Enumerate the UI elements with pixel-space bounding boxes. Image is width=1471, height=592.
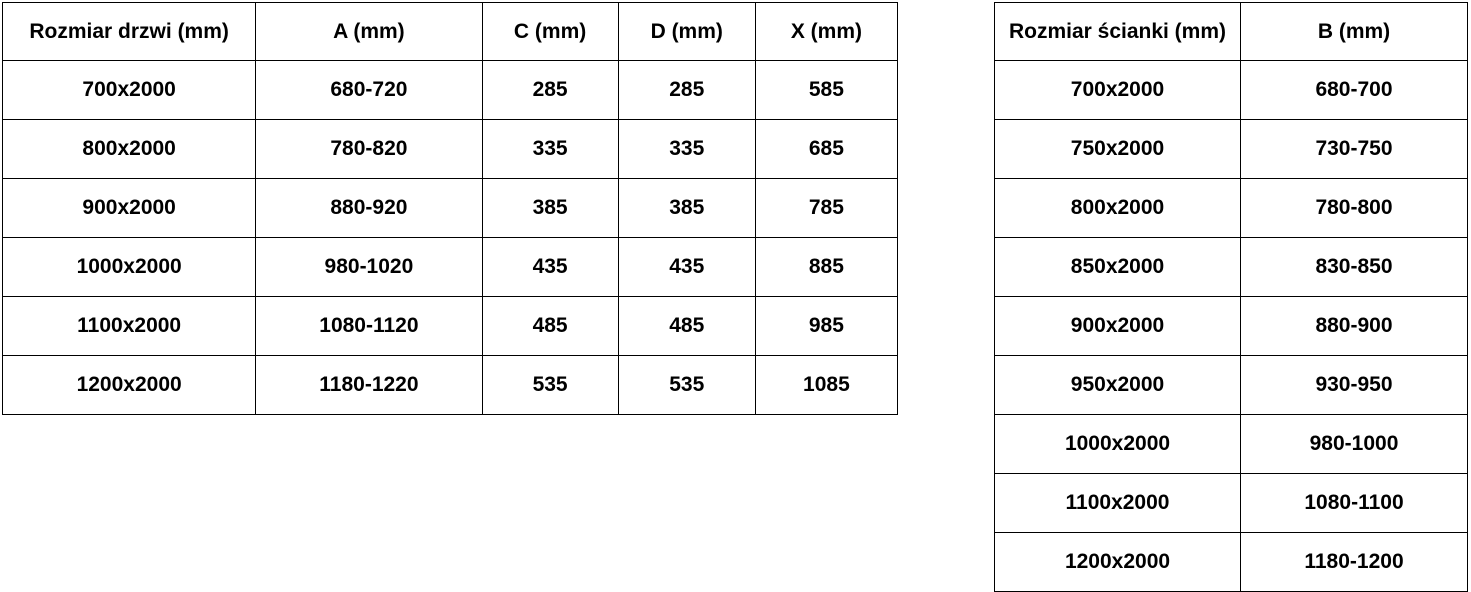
cell-a: 780-820 [256, 120, 482, 179]
cell-x: 885 [755, 238, 897, 297]
cell-door-size: 1200x2000 [3, 356, 256, 415]
table-row [995, 415, 1468, 474]
cell-b: 880-900 [1241, 297, 1468, 356]
cell-c: 485 [482, 297, 618, 356]
table-row [995, 61, 1468, 120]
cell-d: 385 [618, 179, 755, 238]
column-header-c: C (mm) [482, 3, 618, 61]
cell-x: 585 [755, 61, 897, 120]
cell-x: 985 [755, 297, 897, 356]
doors-table-body [3, 61, 898, 415]
table-row [995, 474, 1468, 533]
wall-dimensions-table [994, 2, 1468, 592]
wall-table-body [995, 61, 1468, 592]
cell-b: 830-850 [1241, 238, 1468, 297]
cell-a: 680-720 [256, 61, 482, 120]
cell-a: 980-1020 [256, 238, 482, 297]
cell-b: 780-800 [1241, 179, 1468, 238]
cell-c: 435 [482, 238, 618, 297]
cell-wall-size: 1200x2000 [995, 533, 1241, 592]
cell-door-size: 900x2000 [3, 179, 256, 238]
table-row [3, 238, 898, 297]
table-row [995, 120, 1468, 179]
cell-x: 1085 [755, 356, 897, 415]
cell-x: 685 [755, 120, 897, 179]
cell-wall-size: 700x2000 [995, 61, 1241, 120]
cell-wall-size: 950x2000 [995, 356, 1241, 415]
table-row [3, 120, 898, 179]
wall-table-header [995, 3, 1468, 61]
table-row [3, 61, 898, 120]
cell-door-size: 800x2000 [3, 120, 256, 179]
table-row [995, 533, 1468, 592]
cell-b: 1180-1200 [1241, 533, 1468, 592]
table-row [3, 179, 898, 238]
cell-door-size: 700x2000 [3, 61, 256, 120]
cell-c: 385 [482, 179, 618, 238]
table-header-row [3, 3, 898, 61]
cell-d: 285 [618, 61, 755, 120]
doors-dimensions-table [2, 2, 898, 415]
cell-d: 335 [618, 120, 755, 179]
column-header-b: B (mm) [1241, 3, 1468, 61]
cell-c: 535 [482, 356, 618, 415]
cell-wall-size: 1100x2000 [995, 474, 1241, 533]
cell-b: 1080-1100 [1241, 474, 1468, 533]
cell-d: 485 [618, 297, 755, 356]
cell-door-size: 1000x2000 [3, 238, 256, 297]
column-header-a: A (mm) [256, 3, 482, 61]
cell-wall-size: 750x2000 [995, 120, 1241, 179]
column-header-x: X (mm) [755, 3, 897, 61]
cell-c: 335 [482, 120, 618, 179]
cell-a: 880-920 [256, 179, 482, 238]
column-header-d: D (mm) [618, 3, 755, 61]
table-row [995, 297, 1468, 356]
cell-b: 930-950 [1241, 356, 1468, 415]
cell-door-size: 1100x2000 [3, 297, 256, 356]
table-row [995, 356, 1468, 415]
cell-wall-size: 900x2000 [995, 297, 1241, 356]
cell-b: 680-700 [1241, 61, 1468, 120]
table-row [3, 297, 898, 356]
table-header-row [995, 3, 1468, 61]
cell-a: 1180-1220 [256, 356, 482, 415]
cell-d: 535 [618, 356, 755, 415]
table-row [995, 179, 1468, 238]
doors-table-header [3, 3, 898, 61]
cell-a: 1080-1120 [256, 297, 482, 356]
cell-c: 285 [482, 61, 618, 120]
cell-b: 730-750 [1241, 120, 1468, 179]
cell-wall-size: 850x2000 [995, 238, 1241, 297]
column-header-wall-size: Rozmiar ścianki (mm) [995, 3, 1241, 61]
table-row [995, 238, 1468, 297]
cell-d: 435 [618, 238, 755, 297]
cell-b: 980-1000 [1241, 415, 1468, 474]
column-header-door-size: Rozmiar drzwi (mm) [3, 3, 256, 61]
cell-x: 785 [755, 179, 897, 238]
cell-wall-size: 800x2000 [995, 179, 1241, 238]
table-row [3, 356, 898, 415]
cell-wall-size: 1000x2000 [995, 415, 1241, 474]
